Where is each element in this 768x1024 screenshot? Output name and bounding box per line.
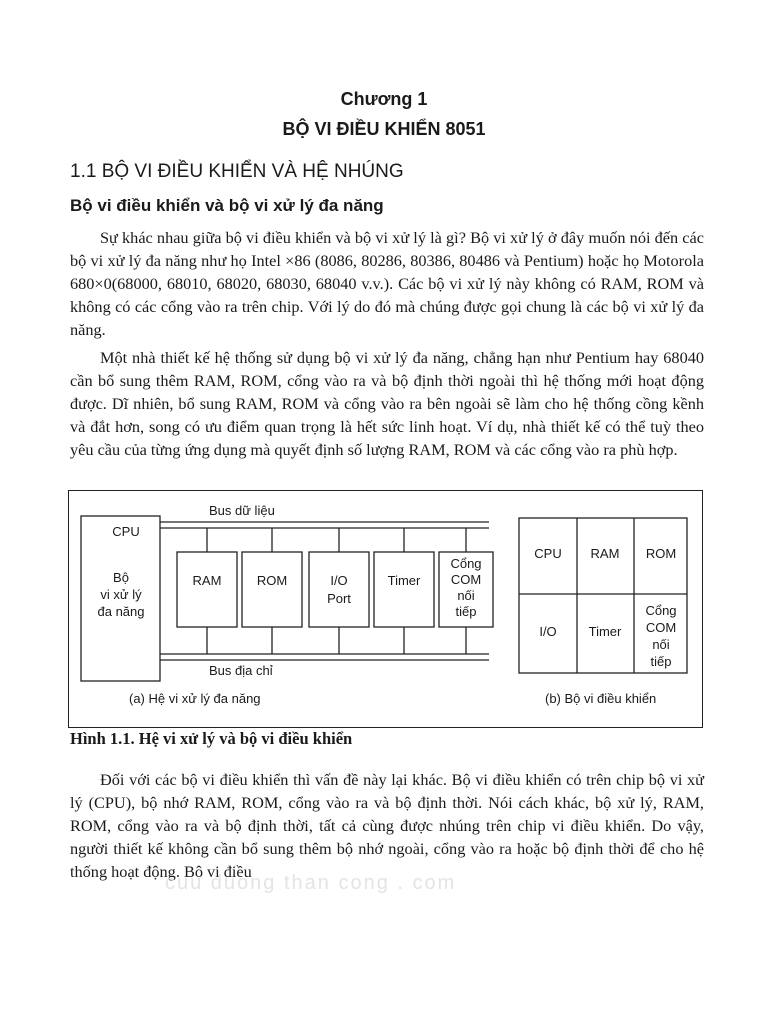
cpu-label: CPU (112, 524, 140, 539)
ram-box (177, 552, 237, 627)
paragraph: Sự khác nhau giữa bộ vi điều khiển và bộ vi xử lý là gì? Bộ vi xử lý ở đây muốn nói đến các bộ vi xử lý đa năng như họ Intel ×86 (8086, 80286, 80386, 80486 và Pentium) hoặc họ Motorola 680×0(68000, 68010, 68020, 68030, 68040 v.v.). Các bộ vi xử lý này không có RAM, ROM và không có các cổng vào ra trên chip. Với lý do đó mà chúng được gọi chung là các bộ vi xử lý đa năng. (70, 228, 704, 340)
paragraph: Một nhà thiết kế hệ thống sử dụng bộ vi xử lý đa năng, chẳng hạn như Pentium hay 68040 cần bổ sung thêm RAM, ROM, cổng vào ra và bộ định thời ngoài thì hệ thống mới hoạt động được. Dĩ nhiên, bổ sung RAM, ROM và cổng vào ra bên ngoài sẽ làm cho hệ thống cồng kềnh và đắt hơn, song có ưu điểm quan trọng là hết sức linh hoạt. Ví dụ, nhà thiết kế có thể tuỳ theo yêu cầu của từng ứng dụng mà quyết định số lượng RAM, ROM và các cổng vào ra phù hợp. (70, 348, 704, 460)
ram-label: RAM (192, 573, 222, 588)
rom-label: ROM (256, 573, 288, 588)
mcu-io-label: I/O (539, 624, 557, 639)
timer-box (374, 552, 434, 627)
cpu-desc-line: vi xử lý (100, 587, 142, 602)
address-bus-label: Bus địa chỉ (209, 663, 273, 678)
chapter-number: Chương 1 (340, 89, 428, 109)
right-diagram-caption: (b) Bộ vi điều khiển (545, 691, 657, 706)
io-port-box (309, 552, 369, 627)
io-port-label: Port (327, 591, 351, 606)
mcu-serial-label: tiếp (650, 654, 672, 669)
paragraph: Đối với các bộ vi điều khiển thì vấn đề này lại khác. Bộ vi điều khiển có trên chip bộ vi xử lý (CPU), bộ nhớ RAM, ROM, cổng vào ra và bộ định thời. Nói cách khác, bộ xử lý, RAM, ROM, cổng vào ra và bộ định thời, tất cả cùng được nhúng trên chip vi điều khiển. Do vậy, người thiết kế không cần bổ sung thêm bộ nhớ ngoài, cổng vào ra hoặc bộ định thời để cho hệ thống hoạt động. Bộ vi điều (70, 770, 704, 882)
serial-com-label: nối (457, 588, 475, 603)
figure-caption: Hình 1.1. Hệ vi xử lý và bộ vi điều khiển (70, 729, 353, 748)
cpu-desc-line: Bộ (113, 570, 129, 585)
mcu-rom-label: ROM (645, 546, 677, 561)
mcu-serial-label: COM (645, 620, 677, 635)
left-diagram-caption: (a) Hệ vi xử lý đa năng (129, 691, 261, 706)
timer-label: Timer (387, 573, 421, 588)
serial-com-label: tiếp (455, 604, 477, 619)
watermark: cuu duong than cong . com (165, 872, 457, 894)
cpu-desc-line: đa năng (97, 604, 145, 619)
mcu-serial-label: Cổng (645, 603, 677, 618)
subsection-heading: Bộ vi điều khiển và bộ vi xử lý đa năng (70, 196, 384, 215)
chapter-title: BỘ VI ĐIỀU KHIỂN 8051 (282, 119, 486, 139)
figure-diagram (68, 490, 703, 728)
mcu-cpu-label: CPU (534, 546, 562, 561)
mcu-serial-label: nối (652, 637, 670, 652)
diagram-svg (69, 491, 702, 727)
serial-com-label: Cổng (450, 556, 482, 571)
mcu-timer-label: Timer (588, 624, 622, 639)
io-port-label: I/O (330, 573, 348, 588)
serial-com-label: COM (450, 572, 482, 587)
diagram-lines (81, 516, 687, 681)
section-heading: 1.1 BỘ VI ĐIỀU KHIỂN VÀ HỆ NHÚNG (70, 161, 404, 182)
mcu-ram-label: RAM (590, 546, 620, 561)
data-bus-label: Bus dữ liệu (209, 503, 275, 518)
rom-box (242, 552, 302, 627)
